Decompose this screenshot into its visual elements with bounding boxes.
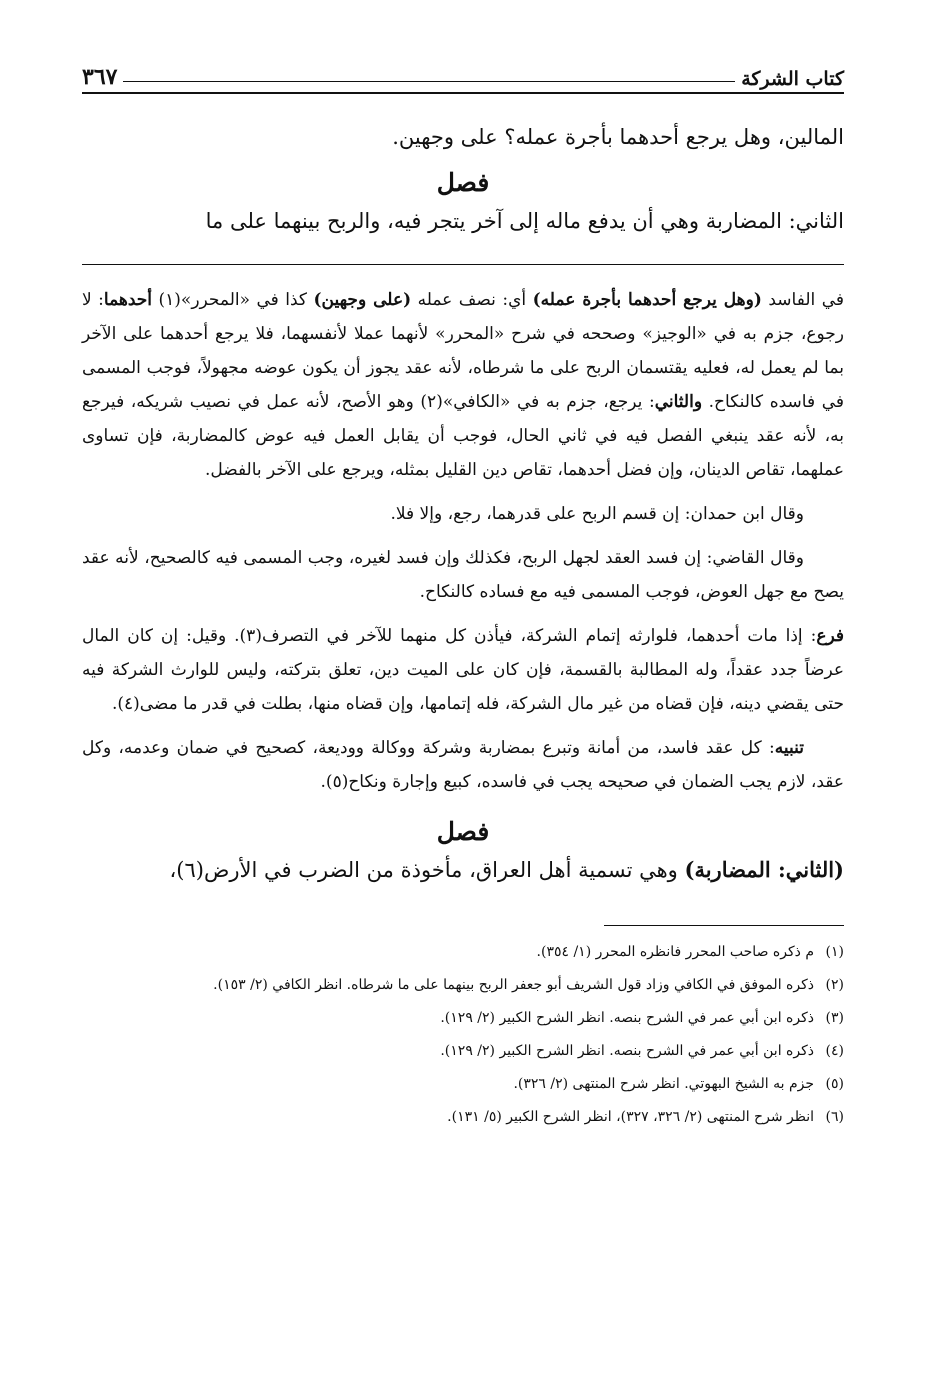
section-heading: فصل	[436, 817, 490, 846]
text-run: وهي تسمية أهل العراق، مأخوذة من الضرب في الأرض(٦)،	[169, 858, 685, 882]
matn-paragraph: الثاني: المضاربة وهي أن يدفع ماله إلى آخر يتجر فيه، والربح بينهما على ما	[205, 209, 844, 233]
footnote-rule	[604, 925, 844, 926]
bold-term: أحدهما	[103, 290, 153, 310]
page-number: ٣٦٧	[82, 64, 118, 90]
bold-term: تنبيه	[774, 738, 804, 758]
footnote	[82, 1101, 844, 1134]
footnote-number: (٢)	[825, 977, 844, 993]
running-header	[82, 52, 844, 90]
footnote	[82, 969, 844, 1002]
matn-section	[82, 118, 844, 240]
matn-paragraph	[82, 851, 844, 889]
book-title: كتاب الشركة	[741, 68, 844, 90]
text-run: أي: نصف عمله	[411, 290, 533, 310]
text-run: : إذا مات أحدهما، فلوارثه إتمام الشركة، فيأذن كل منهما للآخر في التصرف(٣). وقيل: إن كان المال عرضاً جدد عقداً، وله المطالبة بالقسمة، فإن كان على الميت دين، تعلق بتركته، وليس للوارث الشركة فيه حتى يقضي دينه، فإن قضاه من غير مال الشركة، فله إتمامها، وإن قضاه منها، بطلت في قدر ما مضى(٤).	[82, 626, 844, 714]
commentary-paragraph	[82, 283, 844, 487]
footnotes	[82, 936, 844, 1134]
footnote-number: (٦)	[825, 1109, 844, 1125]
quoted-matn: (وهل يرجع أحدهما بأجرة عمله)	[532, 290, 762, 310]
footnote	[82, 1068, 844, 1101]
text-run: كذا في «المحرر»(١)	[152, 290, 314, 310]
bold-term: فرع	[816, 626, 844, 646]
footnote-text: جزم به الشيخ البهوتي. انظر شرح المنتهى (٢/ ٣٢٦).	[513, 1076, 814, 1092]
commentary-paragraph	[82, 619, 844, 721]
footnote-number: (٤)	[825, 1043, 844, 1059]
footnote-number: (١)	[825, 944, 844, 960]
footnote-number: (٣)	[825, 1010, 844, 1026]
footnote-text: ذكره ابن أبي عمر في الشرح بنصه. انظر الشرح الكبير (٢/ ١٢٩).	[440, 1010, 814, 1026]
footnote-text: ذكره ابن أبي عمر في الشرح بنصه. انظر الشرح الكبير (٢/ ١٢٩).	[440, 1043, 814, 1059]
header-rule	[82, 92, 844, 94]
footnote	[82, 1002, 844, 1035]
header-leader-line	[123, 81, 735, 82]
text-run: في الفاسد	[761, 290, 844, 310]
footnote-text: م ذكره صاحب المحرر فانظره المحرر (١/ ٣٥٤).	[536, 944, 814, 960]
quoted-matn: (على وجهين)	[313, 290, 412, 310]
section-heading: فصل	[436, 168, 490, 197]
commentary-paragraph: وقال القاضي: إن فسد العقد لجهل الربح، فكذلك وإن فسد لغيره، وجب المسمى فيه كالصحيح، لأنه عقد يصح مع جهل العوض، فوجب المسمى فيه مع فساده كالنكاح.	[82, 548, 844, 602]
book-page	[82, 52, 844, 1134]
text-run: : كل عقد فاسد، من أمانة وتبرع بمضاربة وشركة ووكالة ووديعة، كصحيح في ضمان وعدمه، وكل عقد، لازم يجب الضمان في صحيحه يجب في فاسده، كبيع وإجارة ونكاح(٥).	[82, 738, 844, 792]
text-separator	[82, 264, 844, 265]
matn-section	[82, 813, 844, 889]
footnote-text: ذكره الموفق في الكافي وزاد قول الشريف أبو جعفر الربح بينهما على ما شرطاه. انظر الكافي (٢/ ١٥٣).	[213, 977, 814, 993]
quoted-matn: (الثاني: المضاربة)	[684, 857, 844, 882]
commentary-paragraph: وقال ابن حمدان: إن قسم الربح على قدرهما، رجع، وإلا فلا.	[390, 504, 804, 524]
bold-term: والثاني	[654, 392, 703, 412]
footnote	[82, 936, 844, 969]
footnote	[82, 1035, 844, 1068]
commentary-section	[82, 283, 844, 799]
text-run: : لا رجوع، جزم به في «الوجيز» وصححه في شرح «المحرر» لأنهما عملا لأنفسهما، فلا يرجع أحدهما على الآخر بما لم يعمل له، فعليه يقتسمان الربح على ما شرطاه، لأنه عقد يجوز أن يكون عوضه مجهولاً، فوجب المسمى في فاسده كالنكاح.	[82, 290, 844, 412]
footnote-number: (٥)	[825, 1076, 844, 1092]
commentary-paragraph	[82, 731, 844, 799]
text-run: : يرجع، جزم به في «الكافي»(٢) وهو الأصح، لأنه عمل في نصيب شريكه، فيرجع به، لأنه عقد ينبغي الفصل فيه في ثاني الحال، فوجب أن يقابل العمل فيه عوض كالمضاربة، فإن تساوى عملهما، تقاص الدينان، وإن فضل أحدهما، تقاص دين القليل بمثله، ويرجع على الآخر بالفضل.	[82, 392, 844, 480]
footnote-text: انظر شرح المنتهى (٢/ ٣٢٦، ٣٢٧)، انظر الشرح الكبير (٥/ ١٣١).	[447, 1109, 814, 1125]
matn-paragraph: المالين، وهل يرجع أحدهما بأجرة عمله؟ على وجهين.	[392, 125, 844, 149]
